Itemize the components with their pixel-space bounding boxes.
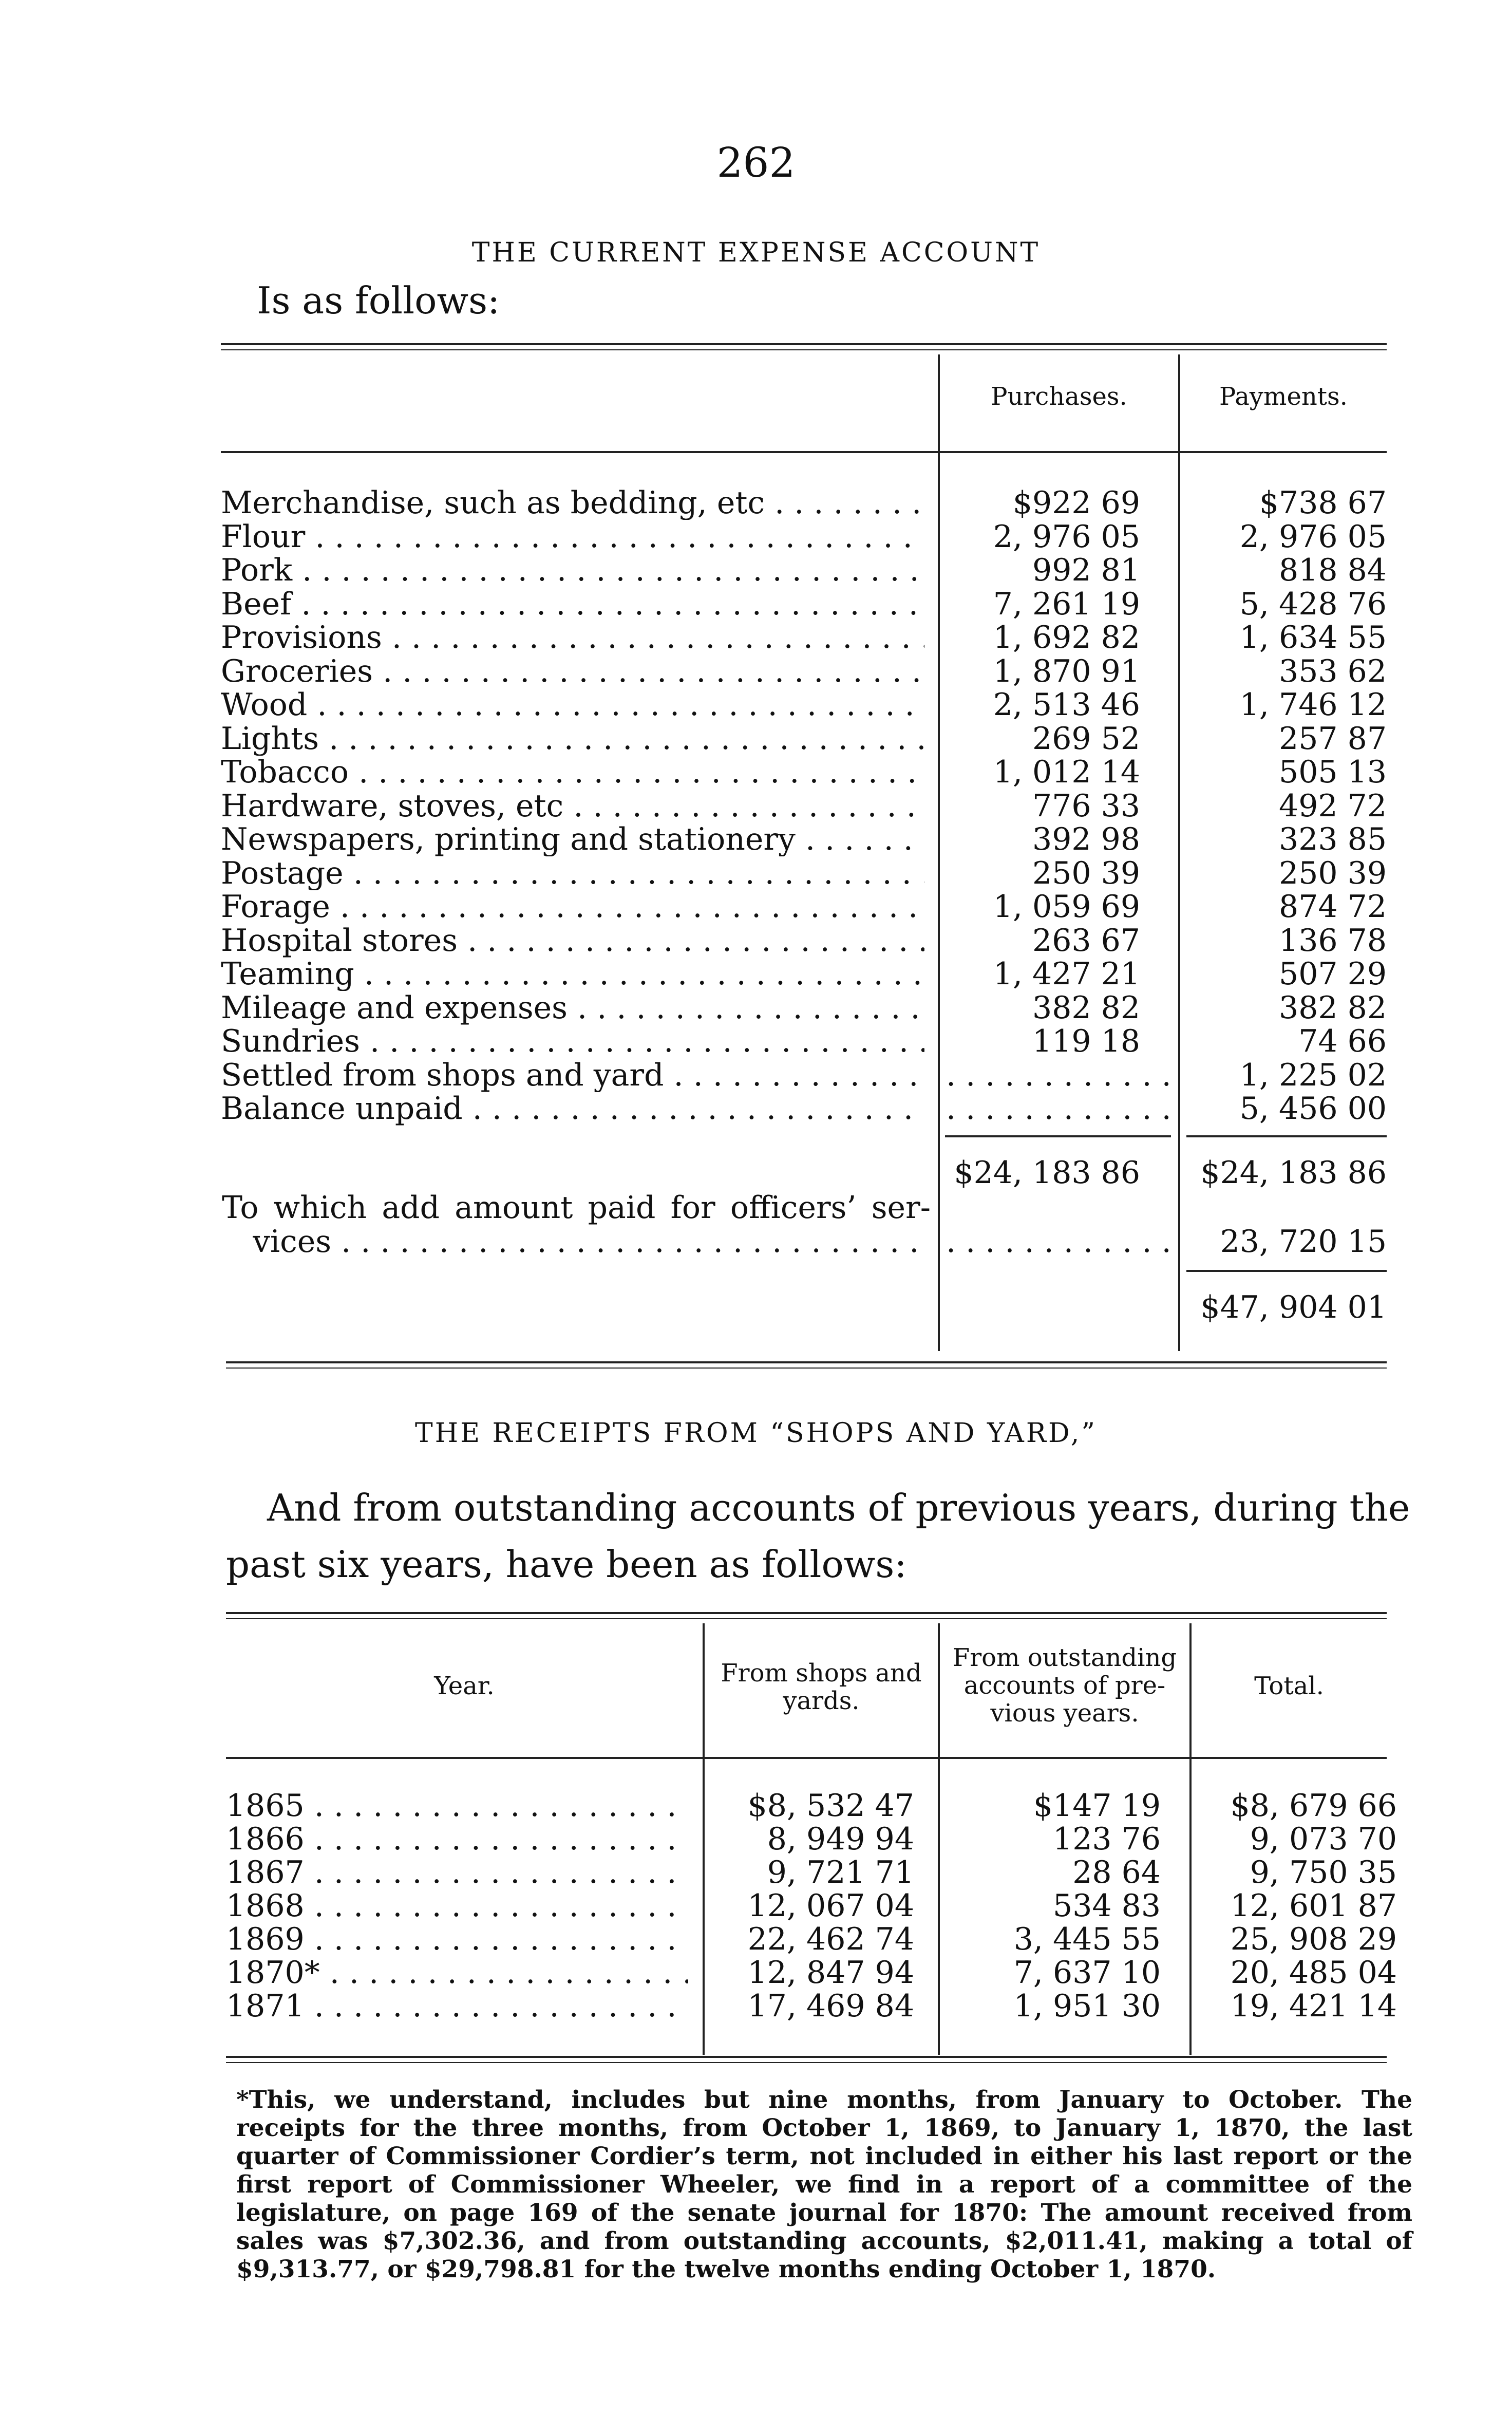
expense-row-payments: 2, 976 05 — [1239, 519, 1387, 555]
expense-row — [0, 755, 1512, 789]
expense-row — [0, 486, 1512, 520]
receipts-header-rule — [226, 1757, 1387, 1759]
leader-dots — [765, 486, 924, 520]
leader-dots — [360, 1024, 924, 1058]
col-outstanding-line1: From outstanding — [952, 1643, 1177, 1672]
expense-row-purchases: 7, 261 19 — [993, 586, 1140, 622]
expense-row-payments: 1, 746 12 — [1239, 687, 1387, 723]
subtotal-payments: $24, 183 86 — [1200, 1155, 1387, 1191]
expense-row — [0, 822, 1512, 856]
expense-row — [0, 957, 1512, 991]
expense-row-label: Tobacco — [221, 755, 349, 789]
receipt-row-year-wrap — [226, 1856, 688, 1889]
receipt-row-outstanding: 123 76 — [1053, 1821, 1161, 1857]
receipt-row — [0, 1922, 1512, 1956]
expense-top-rule-2 — [221, 349, 1387, 350]
receipt-row-year: 1869 — [226, 1922, 305, 1956]
expense-row — [0, 553, 1512, 587]
receipt-row-year-wrap — [226, 1889, 688, 1923]
expense-row-purchases: 1, 427 21 — [993, 956, 1140, 992]
leader-dots — [373, 654, 924, 688]
expense-row-label-wrap — [221, 890, 924, 924]
expense-row-purchases: 2, 976 05 — [993, 519, 1140, 555]
leader-dots — [463, 1092, 924, 1126]
expense-row-payments: 874 72 — [1279, 889, 1387, 925]
leader-dots — [307, 688, 924, 722]
expense-row — [0, 688, 1512, 722]
leader-dots — [331, 1225, 931, 1259]
receipt-row-total: 25, 908 29 — [1230, 1921, 1397, 1957]
expense-row — [0, 1024, 1512, 1058]
expense-top-rule — [221, 343, 1387, 345]
expense-row — [0, 587, 1512, 621]
receipt-row-shops: 8, 949 94 — [767, 1821, 914, 1857]
page-number: 262 — [716, 139, 796, 186]
col-purchases: Purchases. — [991, 382, 1127, 411]
expense-row — [0, 1058, 1512, 1092]
leader-dots — [344, 856, 924, 890]
expense-row-purchases: 1, 692 82 — [993, 620, 1140, 655]
expense-row-label: Sundries — [221, 1024, 360, 1058]
receipt-row-year: 1865 — [226, 1789, 305, 1823]
expense-row-label: Wood — [221, 688, 308, 722]
expense-row-label-wrap — [221, 688, 924, 722]
expense-row-label: Pork — [221, 553, 293, 587]
col-shops-line1: From shops and — [721, 1659, 922, 1688]
expense-row-purchases: 263 67 — [1032, 923, 1140, 959]
receipt-row — [0, 1856, 1512, 1889]
expense-row-purchases: 250 39 — [1032, 855, 1140, 891]
expense-row-purchases: 2, 513 46 — [993, 687, 1140, 723]
receipt-row-total: 9, 073 70 — [1250, 1821, 1397, 1857]
receipt-row — [0, 1956, 1512, 1990]
expense-row-label: Teaming — [221, 957, 354, 991]
expense-row-payments: 5, 456 00 — [1239, 1091, 1387, 1127]
receipt-row-shops: 12, 847 94 — [747, 1955, 914, 1991]
leader-dots — [458, 924, 924, 958]
expense-row-payments: $738 67 — [1259, 485, 1387, 521]
expense-row-purchases-dots — [946, 1058, 1172, 1092]
expense-intro: Is as follows: — [257, 279, 500, 322]
subtotal-purchases: $24, 183 86 — [954, 1155, 1140, 1191]
expense-row-label-wrap — [221, 822, 924, 856]
receipt-row-shops: $8, 532 47 — [747, 1788, 914, 1824]
expense-row-payments: 492 72 — [1279, 788, 1387, 824]
receipt-row-total: 12, 601 87 — [1230, 1888, 1397, 1924]
expense-row-payments: 505 13 — [1279, 754, 1387, 790]
leader-dots — [354, 957, 924, 991]
receipt-row-year-wrap — [226, 1922, 688, 1956]
expense-row-label: Provisions — [221, 621, 382, 654]
expense-row-label-wrap — [221, 1024, 924, 1058]
expense-row-label-wrap — [221, 553, 924, 587]
receipt-row-total: $8, 679 66 — [1230, 1788, 1397, 1824]
expense-row-label-wrap — [221, 924, 924, 958]
receipt-row-year-wrap — [226, 1789, 688, 1823]
receipts-top-rule — [226, 1612, 1387, 1614]
expense-row-label-wrap — [221, 654, 924, 688]
subtotal-rule-purchases — [945, 1135, 1171, 1137]
receipts-heading: THE RECEIPTS FROM “SHOPS AND YARD,” — [415, 1418, 1097, 1449]
leader-dots — [320, 1956, 688, 1990]
receipt-row-total: 20, 485 04 — [1230, 1955, 1397, 1991]
expense-header-rule — [221, 451, 1387, 453]
receipt-row-shops: 17, 469 84 — [747, 1988, 914, 2024]
subtotal-row — [0, 1156, 1512, 1190]
expense-row-payments: 136 78 — [1279, 923, 1387, 959]
expense-row-label: Hardware, stoves, etc — [221, 789, 564, 823]
expense-row-label-wrap — [221, 789, 924, 823]
leader-dots — [291, 587, 924, 621]
expense-row-label-wrap — [221, 587, 924, 621]
col-outstanding-line3: vious years. — [990, 1699, 1139, 1728]
receipts-intro-line1: And from outstanding accounts of previous years, during the — [267, 1486, 1410, 1529]
expense-row-label-wrap — [221, 991, 924, 1025]
expense-row-label: Merchandise, such as bedding, etc — [221, 486, 765, 520]
receipt-row-shops: 22, 462 74 — [747, 1921, 914, 1957]
leader-dots — [568, 991, 924, 1025]
officers-label-line2: vices — [253, 1225, 331, 1259]
expense-row-label: Groceries — [221, 654, 373, 688]
col-total: Total. — [1254, 1672, 1324, 1700]
expense-row-purchases: 382 82 — [1032, 990, 1140, 1026]
expense-bottom-rule-2 — [226, 1368, 1387, 1369]
expense-row-label-wrap — [221, 1092, 924, 1126]
expense-row-purchases: 392 98 — [1032, 821, 1140, 857]
col-shops — [705, 1659, 938, 1715]
receipt-row-shops: 9, 721 71 — [767, 1855, 914, 1890]
expense-row-label: Hospital stores — [221, 924, 458, 958]
expense-row-purchases: 776 33 — [1032, 788, 1140, 824]
leader-dots — [305, 1822, 688, 1856]
receipt-row-year: 1866 — [226, 1822, 305, 1856]
col-year: Year. — [434, 1672, 495, 1700]
officers-row-1 — [0, 1191, 1512, 1225]
receipts-intro-line2: past six years, have been as follows: — [226, 1543, 907, 1586]
expense-row — [0, 621, 1512, 654]
leader-dots — [349, 755, 924, 789]
expense-row-payments: 1, 634 55 — [1239, 620, 1387, 655]
expense-row-payments: 74 66 — [1298, 1023, 1387, 1059]
expense-row-label: Lights — [221, 722, 319, 756]
expense-row-purchases: 269 52 — [1032, 721, 1140, 757]
leader-dots — [319, 722, 924, 756]
expense-row-payments: 818 84 — [1279, 552, 1387, 588]
receipts-bottom-rule-2 — [226, 2062, 1387, 2063]
receipt-row — [0, 1989, 1512, 2023]
leader-dots — [796, 822, 924, 856]
expense-row-label-wrap — [221, 856, 924, 890]
expense-row-purchases-dots — [946, 1092, 1172, 1126]
officers-amount: 23, 720 15 — [1220, 1224, 1387, 1260]
expense-row-payments: 257 87 — [1279, 721, 1387, 757]
expense-row-label: Mileage and expenses — [221, 991, 568, 1025]
receipt-row-year-wrap — [226, 1956, 688, 1990]
expense-bottom-rule — [226, 1361, 1387, 1363]
expense-row-label: Forage — [221, 890, 330, 924]
expense-row — [0, 654, 1512, 688]
expense-row — [0, 856, 1512, 890]
receipt-row-outstanding: 7, 637 10 — [1013, 1955, 1161, 1991]
expense-row-payments: 507 29 — [1279, 956, 1387, 992]
receipt-row-outstanding: $147 19 — [1033, 1788, 1161, 1824]
expense-row — [0, 1092, 1512, 1126]
receipts-top-rule-2 — [226, 1618, 1387, 1619]
expense-row-payments: 382 82 — [1279, 990, 1387, 1026]
receipt-row-year: 1867 — [226, 1856, 305, 1889]
col-outstanding-line2: accounts of pre- — [963, 1671, 1166, 1700]
receipts-bottom-rule — [226, 2056, 1387, 2058]
col-payments: Payments. — [1219, 382, 1348, 411]
grand-total-row — [0, 1290, 1512, 1324]
expense-row-purchases: $922 69 — [1012, 485, 1140, 521]
expense-row-purchases: 1, 870 91 — [993, 653, 1140, 689]
expense-row — [0, 924, 1512, 958]
receipt-row-outstanding: 3, 445 55 — [1013, 1921, 1161, 1957]
receipt-row — [0, 1789, 1512, 1823]
leader-dots — [305, 1989, 688, 2023]
grand-total: $47, 904 01 — [1200, 1289, 1387, 1325]
receipt-row-outstanding: 1, 951 30 — [1013, 1988, 1161, 2024]
receipt-row-year-wrap — [226, 1989, 688, 2023]
expense-row-label: Postage — [221, 856, 344, 890]
receipt-row-year: 1871 — [226, 1989, 305, 2023]
expense-row-payments: 250 39 — [1279, 855, 1387, 891]
receipt-row-outstanding: 28 64 — [1072, 1855, 1161, 1890]
leader-dots — [305, 1889, 688, 1923]
leader-dots — [382, 621, 924, 654]
receipt-row-year-wrap — [226, 1822, 688, 1856]
leader-dots — [292, 553, 924, 587]
receipt-row-total: 19, 421 14 — [1230, 1988, 1397, 2024]
leader-dots — [664, 1058, 924, 1092]
expense-row-label-wrap — [221, 520, 924, 554]
expense-row-payments: 1, 225 02 — [1239, 1057, 1387, 1093]
expense-row — [0, 789, 1512, 823]
receipt-row-total: 9, 750 35 — [1250, 1855, 1397, 1890]
expense-row-payments: 353 62 — [1279, 653, 1387, 689]
officers-row-2 — [0, 1225, 1512, 1259]
expense-row-purchases: 1, 012 14 — [993, 754, 1140, 790]
expense-row-label-wrap — [221, 621, 924, 654]
expense-row — [0, 722, 1512, 756]
expense-row-label: Settled from shops and yard — [221, 1058, 664, 1092]
expense-row-purchases: 119 18 — [1032, 1023, 1140, 1059]
expense-row — [0, 991, 1512, 1025]
receipt-row — [0, 1822, 1512, 1856]
subtotal-rule-payments — [1186, 1135, 1387, 1137]
expense-heading: THE CURRENT EXPENSE ACCOUNT — [471, 237, 1041, 268]
expense-row-label-wrap — [221, 486, 924, 520]
col-shops-line2: yards. — [783, 1687, 860, 1715]
leader-dots — [305, 1856, 688, 1889]
receipt-row-year: 1868 — [226, 1889, 305, 1923]
footnote: *This, we understand, includes but nine months, from January to October. The receipts for the three months, from October 1, 1869, to January 1, 1870, the last quarter of Commissioner Cordier’s term, not included in either his last report or the first report of Commissioner Wheeler, we find in a report of a committee of the legislature, on page 169 of the senate journal for 1870: The amount received from sales was $7,302.36, and from outstanding accounts, $2,011.41, making a total of $9,313.77, or $29,798.81 for the twelve months ending October 1, 1870. — [236, 2086, 1412, 2283]
expense-row — [0, 890, 1512, 924]
expense-row-label-wrap — [221, 722, 924, 756]
receipt-row-shops: 12, 067 04 — [747, 1888, 914, 1924]
officers-purchases-dots — [946, 1225, 1172, 1259]
expense-row-purchases: 992 81 — [1032, 552, 1140, 588]
leader-dots — [305, 520, 924, 554]
officers-label-line1: To which add amount paid for officers’ ser- — [222, 1191, 931, 1225]
expense-row-label-wrap — [221, 1058, 924, 1092]
expense-row-label-wrap — [221, 755, 924, 789]
expense-row-payments: 323 85 — [1279, 821, 1387, 857]
expense-row-purchases: 1, 059 69 — [993, 889, 1140, 925]
expense-row-label: Newspapers, printing and stationery — [221, 822, 796, 856]
leader-dots — [330, 890, 924, 924]
leader-dots — [563, 789, 924, 823]
expense-row — [0, 520, 1512, 554]
expense-row-payments: 5, 428 76 — [1239, 586, 1387, 622]
leader-dots — [305, 1922, 688, 1956]
expense-row-label: Beef — [221, 587, 292, 621]
expense-row-label: Flour — [221, 520, 306, 554]
expense-row-label: Balance unpaid — [221, 1092, 463, 1126]
officers-label-line2-wrap — [253, 1225, 931, 1259]
leader-dots — [305, 1789, 688, 1823]
col-outstanding — [940, 1644, 1189, 1727]
receipt-row-year: 1870* — [226, 1956, 320, 1990]
receipt-row — [0, 1889, 1512, 1923]
receipt-row-outstanding: 534 83 — [1053, 1888, 1161, 1924]
expense-row-label-wrap — [221, 957, 924, 991]
grand-total-rule — [1186, 1270, 1387, 1272]
